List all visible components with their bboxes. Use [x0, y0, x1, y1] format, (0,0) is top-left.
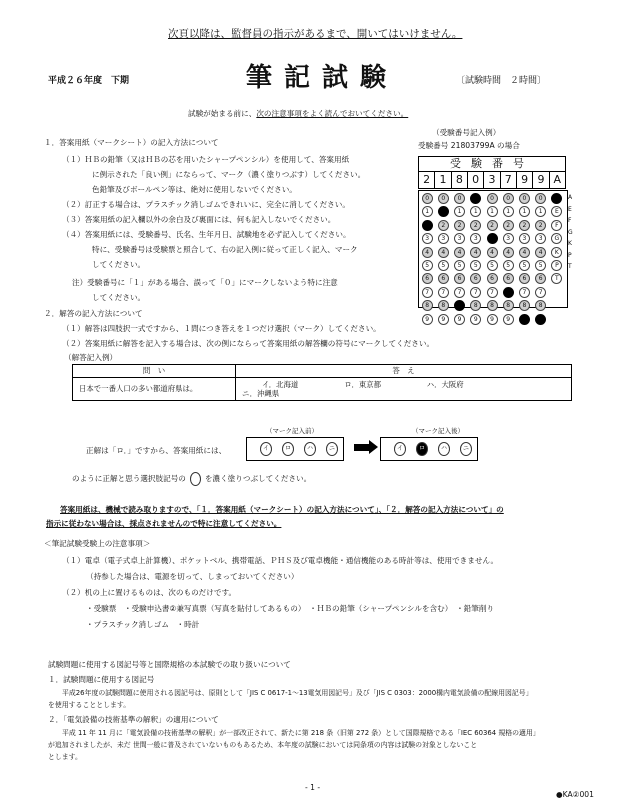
bubble-column — [534, 193, 548, 327]
section1-item1c: 色鉛筆及びボールペン等は、絶対に使用しないでください。 — [92, 185, 297, 194]
bubble: 3 — [519, 233, 530, 244]
bubble — [503, 287, 514, 298]
table-answers-cell — [236, 378, 572, 401]
section1-note-b: してください。 — [92, 293, 146, 302]
bubble: 6 — [535, 273, 546, 284]
answer-example-label: （解答記入例） — [64, 353, 118, 362]
opening-warning: 次頁以降は、監督員の指示があるまで、開いてはいけません。 — [168, 28, 463, 40]
bubble: 2 — [438, 220, 449, 231]
empty-oval-icon — [190, 472, 201, 486]
bubble: 5 — [470, 260, 481, 271]
marks-after-box — [380, 437, 478, 461]
machine-note-line1: 答案用紙は、機械で読み取りますので、「１．答案用紙（マークシート）の記入方法について」、「２．解答の記入方法について」の — [60, 505, 504, 514]
mark-option-after: ニ — [460, 442, 472, 456]
bubble: 2 — [454, 220, 465, 231]
bubble: 3 — [535, 233, 546, 244]
exam-number-head: 受験番号 — [418, 156, 566, 171]
bubble — [551, 193, 562, 204]
bubble: 4 — [438, 247, 449, 258]
section1-item1b: に例示された「良い例」にならって、マーク（濃く塗りつぶす）してください。 — [92, 170, 366, 179]
answer-option: ロ．東京都 — [344, 379, 382, 389]
bubble: 5 — [519, 260, 530, 271]
section1-heading: １．答案用紙（マークシート）の記入方法について — [44, 138, 219, 147]
allowed-items-1: ・受験票 ・受験申込書②兼写真票（写真を貼付してあるもの） ・ＨＢの鉛筆（シャープペンシルを含む） ・鉛筆削り — [86, 604, 495, 613]
bubble: 0 — [422, 193, 433, 204]
bubble: 1 — [503, 206, 514, 217]
bubble: 1 — [470, 206, 481, 217]
letter-label: F — [568, 217, 572, 224]
bubble: 0 — [487, 193, 498, 204]
bubble: 5 — [503, 260, 514, 271]
bubble: 1 — [487, 206, 498, 217]
answer-example-table — [72, 364, 572, 401]
bubble-column — [420, 193, 434, 327]
bubble: 7 — [438, 287, 449, 298]
example-note: 受験番号 21803799A の場合 — [418, 141, 520, 150]
bubble: 3 — [454, 233, 465, 244]
digit-cell: 7 — [501, 172, 517, 188]
mark-option-after-filled: ロ — [416, 442, 428, 456]
answer-option: イ．北海道 — [262, 379, 299, 389]
bubble-column — [453, 193, 467, 327]
bubble: 6 — [422, 273, 433, 284]
section1-item4c: してください。 — [92, 260, 146, 269]
mark-option-before: イ — [260, 442, 272, 456]
standards-s1: １．試験問題に使用する図記号 — [48, 675, 155, 684]
bubble: 2 — [503, 220, 514, 231]
bubble: 1 — [519, 206, 530, 217]
bubble: 7 — [470, 287, 481, 298]
bubble: 0 — [503, 193, 514, 204]
letter-label: T — [568, 263, 572, 270]
bubble: 4 — [487, 247, 498, 258]
bubble: 5 — [422, 260, 433, 271]
bubble: 4 — [454, 247, 465, 258]
bubble-column — [501, 193, 515, 327]
exam-notes-item1-sub: （持参した場合は、電源を切って、しまっておいてください） — [86, 572, 299, 581]
bubble: 6 — [438, 273, 449, 284]
answer-option: ハ．大阪府 — [426, 379, 464, 389]
bubble: 3 — [422, 233, 433, 244]
before-mark-label: （マーク記入前） — [266, 427, 318, 435]
bubble: E — [551, 206, 562, 217]
bubble: 4 — [422, 247, 433, 258]
digit-cell: 9 — [533, 172, 549, 188]
section2-heading: ２．解答の記入方法について — [44, 309, 143, 318]
bubble: 5 — [535, 260, 546, 271]
bubble-column — [517, 193, 531, 327]
bubble: 0 — [454, 193, 465, 204]
bubble-column — [550, 193, 564, 287]
section2-item1: （１）解答は四肢択一式ですから、１問につき答えを１つだけ選択（マーク）してください。 — [62, 324, 381, 333]
bubble: 8 — [438, 300, 449, 311]
bubble — [422, 220, 433, 231]
bubble: F — [551, 220, 562, 231]
digit-cell: 1 — [435, 172, 451, 188]
bubble: 9 — [487, 314, 498, 325]
page-number: - 1 - — [305, 783, 321, 792]
bubble: 5 — [487, 260, 498, 271]
bubble: 8 — [422, 300, 433, 311]
bubble: 7 — [422, 287, 433, 298]
bubble: G — [551, 233, 562, 244]
exam-notes-item1: （１）電卓（電子式卓上計算機）、ポケットベル、携帯電話、ＰＨＳ及び電卓機能・通信機能のある時計等は、使用できません。 — [62, 556, 499, 565]
bubble-column — [469, 193, 483, 327]
bubble: P — [551, 260, 562, 271]
standards-s2-text-c: とします。 — [48, 753, 82, 761]
bubble: 1 — [535, 206, 546, 217]
bubble: 9 — [454, 314, 465, 325]
answer-option: ニ．沖縄県 — [242, 389, 280, 398]
bubble: 1 — [454, 206, 465, 217]
bubble — [438, 206, 449, 217]
mark-option-after: ハ — [438, 442, 450, 456]
bubble: 4 — [503, 247, 514, 258]
bubble — [519, 314, 530, 325]
bubble: 8 — [519, 300, 530, 311]
bubble: 9 — [470, 314, 481, 325]
after-mark-label: （マーク記入後） — [412, 427, 464, 435]
digit-cell: 0 — [468, 172, 484, 188]
bubble: 2 — [487, 220, 498, 231]
digit-cell: 2 — [419, 172, 435, 188]
bubble-column — [485, 193, 499, 327]
bubble: 7 — [487, 287, 498, 298]
exam-duration: 〔試験時間 ２時間〕 — [456, 76, 547, 86]
bubble: 3 — [470, 233, 481, 244]
section2-item2: （２）答案用紙に解答を記入する場合は、次の例にならって答案用紙の解答欄の符号にマークしてください。 — [62, 339, 435, 348]
intro-prefix: 試験が始まる前に、 — [188, 109, 257, 118]
bubble: 6 — [487, 273, 498, 284]
section1-item2: （２）訂正する場合は、プラスチック消しゴムできれいに、完全に消してください。 — [62, 200, 350, 209]
bubble: 8 — [503, 300, 514, 311]
standards-s2: ２．「電気設備の技術基準の解釈」の適用について — [48, 715, 219, 724]
machine-note-line2: 指示に従わない場合は、採点されませんので特に注意してください。 — [46, 519, 282, 528]
standards-heading: 試験問題に使用する図記号等と国際規格の本試験での取り扱いについて — [48, 660, 291, 669]
bubble: 8 — [470, 300, 481, 311]
bubble: 6 — [503, 273, 514, 284]
bubble: 5 — [454, 260, 465, 271]
standards-s2-text-a: 平成 11 年 11 月に「電気設備の技術基準の解釈」が一部改正されて、新たに第 218 条（旧第 272 条）として国際規格である「IEC 60364 規格の適用」 — [62, 729, 540, 737]
bubble: 7 — [454, 287, 465, 298]
bubble — [454, 300, 465, 311]
exam-number-digits — [418, 171, 566, 189]
allowed-items-2: ・プラスチック消しゴム ・時計 — [86, 620, 200, 629]
mark-option-after: イ — [394, 442, 406, 456]
standards-s1-text-a: 平成26年度の試験問題に使用される図記号は、原則として「JIS C 0617-1〜13電気用図記号」及び「JIS C 0303：2000構内電気設備の配線用図記号」 — [62, 689, 533, 697]
table-header-row — [73, 365, 572, 378]
section1-item1a: （１）ＨＢの鉛筆（又はＨＢの芯を用いたシャープペンシル）を使用して、答案用紙 — [62, 155, 350, 164]
exam-term: 平成２６年度 下期 — [48, 76, 130, 86]
mark-bubble-grid — [418, 190, 568, 323]
bubble: 4 — [519, 247, 530, 258]
bubble: 3 — [438, 233, 449, 244]
letter-column — [568, 192, 573, 273]
bubble: T — [551, 273, 562, 284]
intro-text — [188, 109, 408, 118]
bubble: 8 — [535, 300, 546, 311]
marks-before-box — [246, 437, 344, 461]
section1-item4a: （４）答案用紙には、受験番号、氏名、生年月日、試験地を必ず記入してください。 — [62, 230, 351, 239]
intro-emphasis: 次の注意事項をよく読んでおいてください。 — [256, 109, 409, 118]
bubble: 6 — [454, 273, 465, 284]
mark-option-before: ロ — [282, 442, 294, 456]
digit-cell: 3 — [484, 172, 500, 188]
letter-label: P — [568, 251, 572, 259]
digit-cell: 9 — [517, 172, 533, 188]
bubble: 3 — [503, 233, 514, 244]
section1-item4b: 特に、受験番号は受験票と照合して、右の記入例に従って正しく記入、マーク — [92, 245, 358, 254]
bubble: 9 — [438, 314, 449, 325]
section1-item3: （３）答案用紙の記入欄以外の余白及び裏面には、何も記入しないでください。 — [62, 215, 336, 224]
mark-instruction — [72, 472, 311, 486]
arrow-right-icon — [354, 444, 370, 451]
bubble — [487, 233, 498, 244]
letter-label: K — [568, 240, 572, 247]
mark-instruction-b: を濃く塗りつぶしてください。 — [204, 474, 312, 483]
page-title: 筆記試験 — [246, 63, 399, 93]
section1-note-a: 注）受験番号に「１」がある場合、誤って「０」にマークしないよう特に注意 — [72, 278, 338, 287]
bubble: 6 — [470, 273, 481, 284]
bubble: 0 — [519, 193, 530, 204]
exam-notes-item2: （２）机の上に置けるものは、次のものだけです。 — [62, 588, 237, 597]
bubble: 2 — [519, 220, 530, 231]
bubble: 9 — [422, 314, 433, 325]
letter-label: G — [568, 228, 573, 236]
digit-cell: A — [553, 173, 562, 186]
bubble: 0 — [438, 193, 449, 204]
bubble: 5 — [438, 260, 449, 271]
bubble: 6 — [519, 273, 530, 284]
correct-answer-text: 正解は「ロ．」ですから、答案用紙には、 — [86, 446, 227, 455]
bubble: K — [551, 247, 562, 258]
bubble: 9 — [503, 314, 514, 325]
mark-option-before: ハ — [304, 442, 316, 456]
mark-instruction-a: のように正解と思う選択肢記号の — [72, 474, 186, 483]
form-code: ●KA②001 — [556, 790, 594, 799]
digit-cell: 8 — [452, 172, 468, 188]
bubble: 4 — [470, 247, 481, 258]
mark-option-before: ニ — [326, 442, 338, 456]
example-caption: （受験番号記入例） — [432, 128, 501, 137]
bubble: 1 — [422, 206, 433, 217]
bubble: 4 — [535, 247, 546, 258]
bubble: 8 — [487, 300, 498, 311]
bubble: 2 — [535, 220, 546, 231]
table-question-cell: 日本で一番人口の多い都道府県は。 — [73, 378, 236, 401]
bubble — [470, 193, 481, 204]
bubble: 7 — [519, 287, 530, 298]
table-header-answer: 答 え — [236, 365, 572, 378]
bubble-column — [436, 193, 450, 327]
letter-label: A — [568, 194, 573, 201]
bubble: 2 — [470, 220, 481, 231]
table-row — [73, 378, 572, 401]
exam-notes-heading: ＜筆記試験受験上の注意事項＞ — [44, 539, 151, 548]
exam-number-box — [418, 156, 566, 189]
bubble — [535, 314, 546, 325]
standards-s1-text-b: を使用することとします。 — [48, 701, 131, 709]
standards-s2-text-b: が追加されましたが、未だ 世間一般に普及されていないものもあるため、本年度の試験においては同条項の内容は試験の対象としないこと — [48, 741, 478, 749]
bubble: 0 — [535, 193, 546, 204]
bubble: 7 — [535, 287, 546, 298]
letter-label: E — [568, 205, 572, 213]
table-header-question: 問 い — [73, 365, 236, 378]
